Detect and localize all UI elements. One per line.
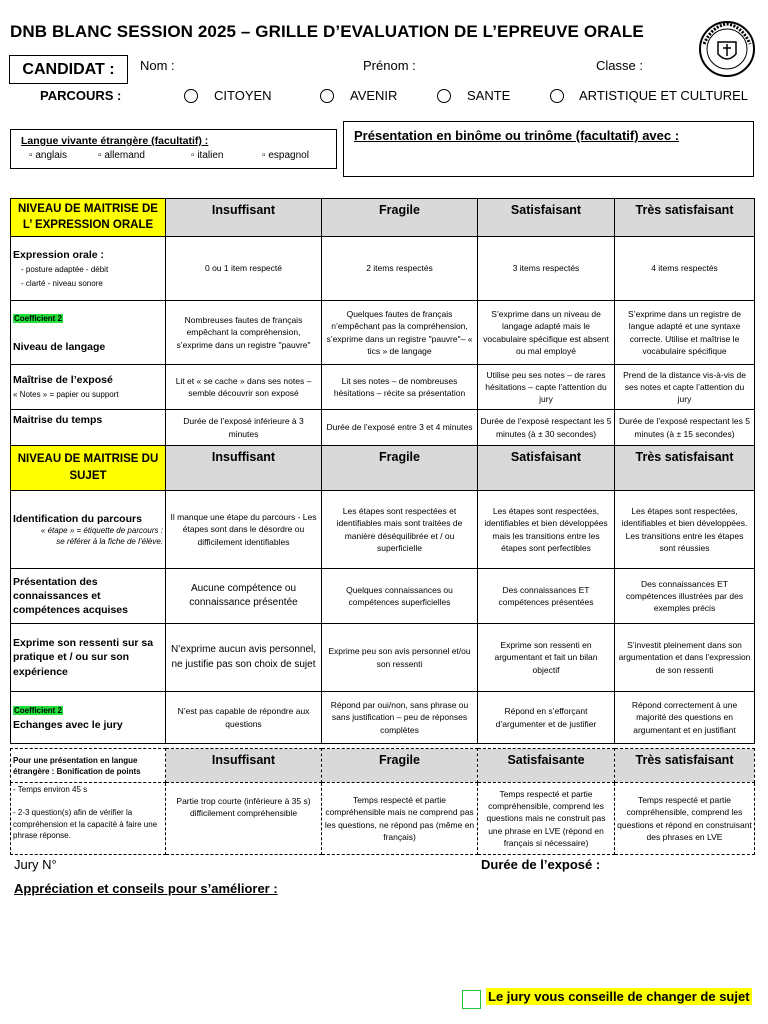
table-cell: Aucune compétence ou connaissance présentée xyxy=(166,569,322,624)
langue-option-espagnol[interactable]: ▫ espagnol xyxy=(262,150,309,161)
table-cell: Partie trop courte (inférieure à 35 s) difficilement compréhensible xyxy=(166,783,322,855)
table-cell: Des connaissances ET compétences illustrées par des exemples précis xyxy=(615,569,755,624)
expression-title: NIVEAU DE MAITRISE DE L’ EXPRESSION ORALE xyxy=(11,199,166,237)
table-cell: Durée de l’exposé inférieure à 3 minutes xyxy=(166,410,322,446)
school-seal-icon xyxy=(698,20,756,78)
table-cell: Lit ses notes – de nombreuses hésitations – récite sa présentation xyxy=(322,365,478,410)
table-cell: Quelques connaissances ou compétences superficielles xyxy=(322,569,478,624)
table-cell: Quelques fautes de français n’empêchant pas la compréhension, s’exprime dans un registre "pauvre"– « tics » de langage xyxy=(322,301,478,365)
candidat-label: CANDIDAT : xyxy=(9,55,128,84)
table-cell: Durée de l’exposé entre 3 et 4 minutes xyxy=(322,410,478,446)
table-cell: Les étapes sont respectées et identifiables mais sont traitées de manière déséquilibrée et / ou superficielle xyxy=(322,491,478,569)
nom-label: Nom : xyxy=(140,58,175,73)
presentation-box[interactable] xyxy=(343,121,754,177)
radio-avenir[interactable] xyxy=(320,89,334,103)
level-header: Très satisfaisant xyxy=(615,749,755,783)
table-cell: Exprime peu son avis personnel et/ou son ressenti xyxy=(322,624,478,692)
conseil-label: Le jury vous conseille de changer de sujet xyxy=(488,989,750,1004)
table-cell: Nombreuses fautes de français empêchant la compréhension, s’exprime dans un registre "pauvre" xyxy=(166,301,322,365)
row-header-identification-parcours: Identification du parcours « étape » = étiquette de parcours : se référer à la fiche de l’élève. xyxy=(11,491,166,569)
table-cell: S’investit pleinement dans son argumentation et dans l’expression de son ressenti xyxy=(615,624,755,692)
row-header-expression-orale: Expression orale : - posture adaptée - débit - clarté - niveau sonore xyxy=(11,237,166,301)
table-cell: Prend de la distance vis-à-vis de ses notes et capte l’attention du jury xyxy=(615,365,755,410)
langue-option-anglais[interactable]: ▫ anglais xyxy=(29,150,68,161)
level-header: Très satisfaisant xyxy=(615,446,755,491)
parcours-option-citoyen: CITOYEN xyxy=(214,88,272,103)
table-cell: 2 items respectés xyxy=(322,237,478,301)
level-header: Insuffisant xyxy=(166,199,322,237)
langue-title: Langue vivante étrangère (facultatif) : xyxy=(21,135,209,147)
table-cell: Utilise peu ses notes – de rares hésitations – capte l’attention du jury xyxy=(478,365,615,410)
level-header: Très satisfaisant xyxy=(615,199,755,237)
table-cell: Des connaissances ET compétences présentées xyxy=(478,569,615,624)
table-cell: Temps respecté et partie compréhensible, comprend les questions et répond en construisant des phrases en LVE xyxy=(615,783,755,855)
radio-sante[interactable] xyxy=(437,89,451,103)
prenom-label: Prénom : xyxy=(363,58,416,73)
parcours-label: PARCOURS : xyxy=(40,88,122,103)
table-cell: 4 items respectés xyxy=(615,237,755,301)
langue-option-allemand[interactable]: ▫ allemand xyxy=(98,150,145,161)
table-cell: Répond correctement à une majorité des questions en argumentant et en justifiant xyxy=(615,692,755,744)
level-header: Insuffisant xyxy=(166,749,322,783)
row-header-ressenti: Exprime son ressenti sur sa pratique et / ou sur son expérience xyxy=(11,624,166,692)
row-header-echanges-jury: Coefficient 2 Echanges avec le jury xyxy=(11,692,166,744)
level-header: Satisfaisante xyxy=(478,749,615,783)
table-cell: Répond en s’efforçant d’argumenter et de justifier xyxy=(478,692,615,744)
conseil-checkbox[interactable] xyxy=(462,990,481,1009)
row-header-maitrise-expose: Maîtrise de l’exposé « Notes » = papier ou support xyxy=(11,365,166,410)
table-cell: Les étapes sont respectées, identifiables et bien développées. Les transitions entre les étapes sont réussies xyxy=(615,491,755,569)
sujet-title: NIVEAU DE MAITRISE DU SUJET xyxy=(11,446,166,491)
jury-label: Jury N° xyxy=(14,857,57,872)
parcours-option-artistique: ARTISTIQUE ET CULTUREL xyxy=(579,88,749,103)
table-cell: Temps respecté et partie compréhensible, comprend les questions mais ne construit pas une phrase en LVE (répond en français si nécessaire) xyxy=(478,783,615,855)
presentation-label: Présentation en binôme ou trinôme (facultatif) avec : xyxy=(354,128,680,143)
table-cell: Durée de l’exposé respectant les 5 minutes (à ± 15 secondes) xyxy=(615,410,755,446)
table-cell: 0 ou 1 item respecté xyxy=(166,237,322,301)
parcours-option-avenir: AVENIR xyxy=(350,88,398,103)
lve-table xyxy=(10,748,755,855)
level-header: Fragile xyxy=(322,199,478,237)
row-header-niveau-langage: Coefficient 2 Niveau de langage xyxy=(11,301,166,365)
coefficient-badge: Coefficient 2 xyxy=(14,314,63,324)
radio-artistique[interactable] xyxy=(550,89,564,103)
table-cell: Les étapes sont respectées, identifiables et bien développées mais les transitions entre les étapes sont perfectibles xyxy=(478,491,615,569)
table-cell: N’est pas capable de répondre aux questions xyxy=(166,692,322,744)
langue-box xyxy=(10,129,337,169)
lve-title: Pour une présentation en langue étrangère : Bonification de points xyxy=(11,749,166,783)
table-cell: S’exprime dans un registre de langue adapté et une syntaxe correcte. Utilise et maîtrise le vocabulaire spécifique xyxy=(615,301,755,365)
row-header-connaissances: Présentation des connaissances et compétences acquises xyxy=(11,569,166,624)
level-header: Satisfaisant xyxy=(478,199,615,237)
table-cell: Durée de l’exposé respectant les 5 minutes (à ± 30 secondes) xyxy=(478,410,615,446)
duree-label: Durée de l’exposé : xyxy=(481,857,601,872)
table-cell: Répond par oui/non, sans phrase ou sans justification – peu de réponses complètes xyxy=(322,692,478,744)
table-cell: Temps respecté et partie compréhensible mais ne comprend pas les questions, ne répond pas (même en français) xyxy=(322,783,478,855)
table-cell: Il manque une étape du parcours - Les étapes sont dans le désordre ou difficilement identifiables xyxy=(166,491,322,569)
page-title: DNB BLANC SESSION 2025 – GRILLE D’EVALUATION DE L’EPREUVE ORALE xyxy=(10,22,644,41)
classe-label: Classe : xyxy=(596,58,643,73)
radio-citoyen[interactable] xyxy=(184,89,198,103)
table-cell: 3 items respectés xyxy=(478,237,615,301)
level-header: Fragile xyxy=(322,749,478,783)
row-header-maitrise-temps: Maitrise du temps xyxy=(11,410,166,446)
table-cell: Lit et « se cache » dans ses notes – semble découvrir son exposé xyxy=(166,365,322,410)
appreciation-label: Appréciation et conseils pour s’améliorer : xyxy=(14,881,278,896)
parcours-option-sante: SANTE xyxy=(467,88,511,103)
level-header: Insuffisant xyxy=(166,446,322,491)
lve-criteria: - Temps environ 45 s - 2-3 question(s) afin de vérifier la compréhension et la capacité à faire une phrase réponse. xyxy=(11,783,166,855)
coefficient-badge: Coefficient 2 xyxy=(14,706,63,716)
table-cell: S’exprime dans un niveau de langage adapté mais le vocabulaire spécifique est absent ou mal employé xyxy=(478,301,615,365)
table-cell: N’exprime aucun avis personnel, ne justifie pas son choix de sujet xyxy=(166,624,322,692)
expression-table xyxy=(10,198,755,744)
langue-option-italien[interactable]: ▫ italien xyxy=(191,150,224,161)
level-header: Fragile xyxy=(322,446,478,491)
table-cell: Exprime son ressenti en argumentant et fait un bilan objectif xyxy=(478,624,615,692)
level-header: Satisfaisant xyxy=(478,446,615,491)
